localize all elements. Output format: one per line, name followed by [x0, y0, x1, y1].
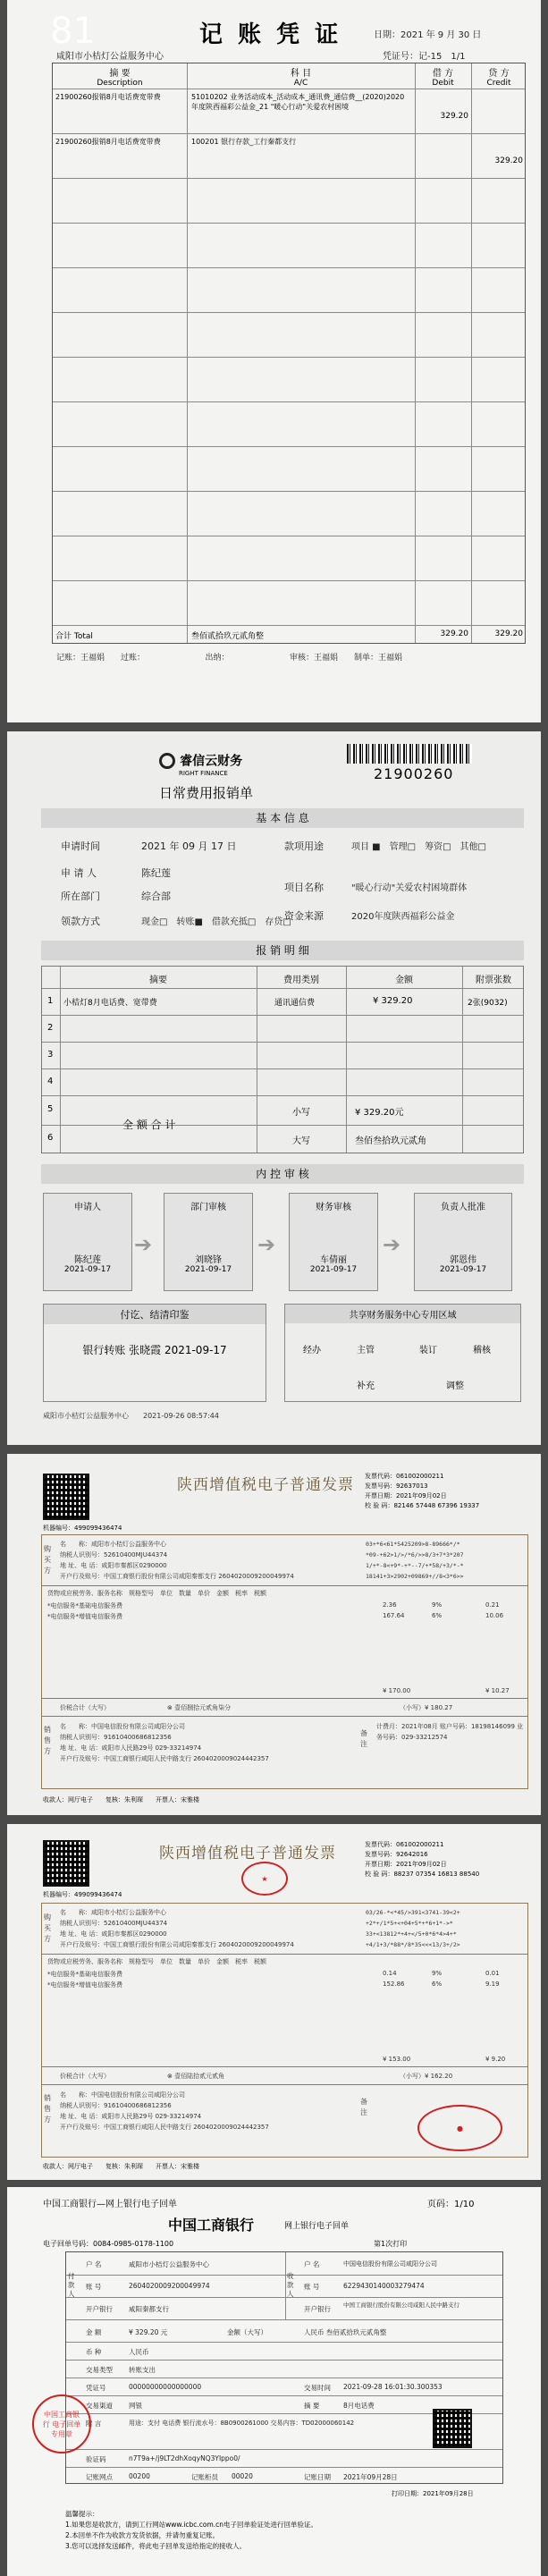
invoice-footer: 收款人：网厅电子 复核：朱利琛 开票人：宋雅楼 [43, 1796, 199, 1803]
th-amount: 金额 [395, 976, 413, 985]
brand-icon [159, 753, 175, 769]
page-number: 81 [50, 11, 96, 52]
fund: 2020年度陕西福彩公益金 [351, 912, 455, 922]
sum-tax: ¥ 9.20 [485, 2056, 506, 2063]
row-5-number: 5 [47, 1104, 54, 1114]
remark-label: 备注 [360, 2098, 367, 2116]
review-header: 内 控 审 核 [41, 1164, 524, 1184]
voucher-date: 日期：2021 年 9 月 30 日 [374, 30, 482, 40]
payee-label: 收款人 [287, 2272, 294, 2298]
expense-report [7, 731, 541, 1445]
item-header: 货物或应税劳务、服务名称 规格型号 单位 数量 单价 金额 税率 税额 [47, 1958, 266, 1965]
table-row: 3 [47, 1050, 54, 1060]
th-attachments: 附票张数 [476, 976, 511, 985]
col-account-header: 科 目 A/C [290, 69, 312, 88]
detail-table: 摘要 费用类别 金额 附票张数 1 小桔灯8月电话费、宽带费 通讯通信费 ¥ 329.20 2张(9032) 2 3 4 5 6 全 额 合 计 小写 ¥ 329.20元 大写 叁佰叁拾玖元贰角 [41, 966, 524, 1153]
invoice-title: 陕西增值税电子普通发票 [177, 1476, 354, 1494]
voucher-number: 凭证号：记-15 1/1 [383, 52, 466, 62]
apply-date: 2021 年 09 月 17 日 [141, 840, 237, 852]
expense-footer: 咸阳市小桔灯公益服务中心 2021-09-26 08:57:44 [43, 1412, 219, 1420]
machine-number: 机器编号：499099436474 [43, 1524, 122, 1532]
flow-step: 负责人批准 郭恩伟 2021-09-17 [414, 1193, 512, 1291]
cipher-area: 03/26-*<*45/>391<3741-39<2+ +2*+/1*5+<+04+5*+*6+1*->* 33+<13812*+4+</5+0*6*4>4+* +4/1+3/*88*/8*35<<<13/3+/2> [366, 1909, 460, 1948]
invoice-2 [7, 1824, 541, 2180]
buyer-label: 购买方 [44, 1913, 51, 1943]
invoice-1 [7, 1454, 541, 1815]
seller-label: 销售方 [44, 2094, 51, 2124]
col-credit-header: 贷 方 Credit [486, 69, 511, 88]
flow-step: 财务审核 车倩丽 2021-09-17 [289, 1193, 378, 1291]
applicant-label: 申 请 人 [61, 867, 97, 879]
item-header: 货物或应税劳务、服务名称 规格型号 单位 数量 单价 金额 税率 税额 [47, 1590, 266, 1597]
th-type: 费用类别 [283, 976, 319, 985]
purpose-options: 项目 ■ 管理□ 筹资□ 其他□ [351, 842, 486, 852]
invoice-meta: 发票代码：061002000211 发票号码：92637013 开票日期：2021年09月02日 校 验 码：82146 57448 67396 19337 [365, 1473, 480, 1509]
sum-amount: ¥ 153.00 [383, 2056, 411, 2063]
invoice-title: 陕西增值税电子普通发票 [159, 1845, 336, 1862]
slip-number: 电子回单号码：0084-0985-0178-1100 [43, 2240, 174, 2248]
voucher-row: 21900260报销8月电话费宽带费 51010202 业务活动成本_活动成本_通讯费_通信费__(2020)2020年度陕西福彩公益金_21 "暖心行动"关爱农村困境 329.20 [55, 93, 468, 121]
buyer-info: 名 称：咸阳市小桔灯公益服务中心 纳税人识别号：52610400MJU44374 地 址、电 话：咸阳市秦都区0290000 开户行及账号：中国工商银行股份有限公司咸阳秦都支行 2604020009200049974 [60, 1541, 294, 1580]
notes: 温馨提示： 1.如果您是收款方，请到工行网站www.icbc.com.cn电子回单验证处进行回单验证。 2.本回单不作为收款方发货依据，并请勿重复记账。 3.您可以选择发送邮件，将此电子回单发送给指定的接收人。 [65, 2510, 318, 2550]
total-small: （小写）¥ 162.20 [400, 2073, 453, 2080]
table-row: *电信服务*基础电信服务费 0.14 9% 0.01 [47, 1970, 500, 1978]
applicant: 陈纪莲 [141, 867, 171, 879]
arrow-icon: ➔ [134, 1232, 153, 1257]
expense-title: 日常费用报销单 [159, 785, 254, 801]
row-6-number: 6 [47, 1133, 54, 1143]
pay-options: 现金□ 转账■ 借款充抵□ 存贷□ [141, 917, 291, 927]
print-date: 打印日期：2021年09月28日 [392, 2490, 474, 2497]
bank-name: 中国工商银行 [168, 2217, 255, 2234]
voucher-footer: 记账：王福娟 过账： 出纳： 审核：王福娟 制单：王福娟 [56, 654, 403, 663]
seller-info: 名 称：中国电信股份有限公司咸阳分公司 纳税人识别号：91610400686812356 地 址、电 话：咸阳市人民路29号 029-33214974 开户行及账号：中国工商银行咸阳人民中路支行 2604020009024442357 [60, 1723, 269, 1762]
table-row: 4 [47, 1077, 54, 1086]
table-row: *电信服务*基础电信服务费 2.36 9% 0.21 [47, 1601, 500, 1609]
apply-date-label: 申请时间 [61, 840, 100, 852]
total-label: 全 额 合 计 [122, 1119, 176, 1131]
dept-label: 所在部门 [61, 891, 100, 902]
tax-seal-icon: ★ [241, 1862, 288, 1896]
total-label: 价税合计（大写） [60, 1704, 110, 1711]
invoice-meta: 发票代码：061002000211 发票号码：92642016 开票日期：2021年09月02日 校 验 码：88237 07354 16813 88540 [365, 1841, 480, 1878]
big-label: 大写 [292, 1136, 310, 1146]
col-summary-header: 摘 要 Description [97, 69, 143, 88]
arrow-icon: ➔ [383, 1232, 401, 1257]
table-row: *电信服务*增值电信服务费 152.86 6% 9.19 [47, 1981, 500, 1989]
barcode [347, 744, 472, 764]
accounting-voucher [7, 0, 541, 722]
total-label: 价税合计（大写） [60, 2073, 110, 2080]
buyer-info: 名 称：咸阳市小桔灯公益服务中心 纳税人识别号：52610400MJU44374 地 址、电 话：咸阳市秦都区0290000 开户行及账号：中国工商银行股份有限公司咸阳秦都支行 2604020009200049974 [60, 1909, 294, 1948]
remark: 计费月：2021年08月 账户号码：18198146099 业务号码：029-33212574 [376, 1723, 524, 1741]
small-label: 小写 [292, 1108, 310, 1118]
voucher-row: 21900260报销8月电话费宽带费 100201 银行存款_工行秦都支行 329.20 [55, 138, 523, 165]
flow-step: 部门审核 刘晓锋 2021-09-17 [164, 1193, 253, 1291]
dept: 综合部 [141, 891, 171, 902]
seller-info: 名 称：中国电信股份有限公司咸阳分公司 纳税人识别号：91610400686812356 地 址、电 话：咸阳市人民路29号 029-33214974 开户行及账号：中国工商银行咸阳人民中路支行 2604020009024442357 [60, 2091, 269, 2131]
flow-step: 申请人 陈纪莲 2021-09-17 [43, 1193, 132, 1291]
brand-logo: 睿信云财务 RIGHT FINANCE [159, 751, 242, 777]
pay-label: 领款方式 [61, 916, 100, 927]
project-label: 项目名称 [284, 882, 324, 893]
voucher-org: 咸阳市小桔灯公益服务中心 [56, 52, 164, 62]
invoice-table [41, 1903, 528, 2158]
th-summary: 摘要 [149, 976, 167, 985]
barcode-number: 21900260 [374, 765, 454, 782]
big-amount: 叁佰叁拾玖元贰角 [355, 1136, 426, 1146]
col-debit-header: 借 方 Debit [432, 69, 454, 88]
qr-code-icon [433, 2409, 472, 2448]
bank-table: 付款人 收款人 户 名 咸阳市小桔灯公益服务中心 账 号 2604020009200049974 开户银行 咸阳秦都支行 户 名 中国电信股份有限公司咸阳分公司 账 号 6229430140003279474 开户银行 中国工商银行股份有限公司咸阳人民中路支行 金 额 ¥ 329.20 元 金额（大写） 人民币 叁佰贰拾玖元贰角整 币 种 人民币 交易类型 转账支出 凭证号 00000000000000000 交易时间 2021-09-28 16:01:30.300353 交易渠道 网银 摘 要 8月电话费 附 言 用途：支付 电话费 银行流水号：8B0900261000 交易内容：TD02000060142 验证码 n7T9a+/j9LT2dhXoqyNQ3YIppo0/ 记账网点 00200 记账柜员 00020 记账日期 2021年09月28日 [65, 2251, 503, 2484]
remark-label: 备注 [360, 1729, 367, 1748]
sum-amount: ¥ 170.00 [383, 1687, 411, 1694]
print-count: 第1次打印 [374, 2240, 408, 2248]
bank-receipt [7, 2187, 541, 2576]
seller-label: 销售方 [44, 1726, 51, 1755]
qr-code-icon [43, 1474, 89, 1520]
total-small: （小写）¥ 180.27 [400, 1704, 453, 1711]
voucher-total-row: 合计 Total 叁佰贰拾玖元贰角整 329.20 329.20 [55, 629, 523, 641]
total-big: ⊗ 壹佰捌拾元贰角柒分 [167, 1704, 232, 1711]
table-row: 2 [47, 1023, 54, 1033]
purpose-label: 款项用途 [284, 840, 324, 852]
total-big: ⊗ 壹佰陆拾贰元贰角 [167, 2073, 225, 2080]
invoice-seal-icon: ● [417, 2105, 502, 2151]
voucher-title: 记 账 凭 证 [199, 21, 342, 48]
sum-tax: ¥ 10.27 [485, 1687, 510, 1694]
small-amount: ¥ 329.20元 [355, 1108, 404, 1118]
table-row: *电信服务*增值电信服务费 167.64 6% 10.06 [47, 1612, 504, 1620]
pay-sign-box: 付讫、结清印鉴 银行转账 张晓霞 2021-09-17 [43, 1304, 266, 1402]
invoice-footer: 收款人：网厅电子 复核：朱利琛 开票人：宋雅楼 [43, 2163, 199, 2170]
bank-seal-icon: 中国工商银行 电子回单 专用章 [32, 2394, 91, 2454]
project: "暖心行动"关爱农村困境群体 [351, 883, 468, 893]
share-center-box: 共享财务服务中心专用区域 经办 主管 装订 稽核 补充 调整 [284, 1304, 521, 1402]
payer-label: 付款人 [68, 2272, 75, 2298]
bank-header-left: 中国工商银行—网上银行电子回单 [43, 2200, 177, 2209]
buyer-label: 购买方 [44, 1545, 51, 1575]
cipher-area: 03+*6<61*5425209>8-89666*/* *09-+62>1/>/*6/>>8/3+7*3*207 1/+*-8<+9*-+*--7/+*58/+3/*-* 18141+3>2902+09869+//8<3*6>> [366, 1541, 464, 1580]
fund-label: 资金来源 [284, 910, 324, 922]
invoice-table [41, 1534, 528, 1789]
bank-header-right: 页码：1/10 [427, 2200, 475, 2209]
qr-code-icon [43, 1840, 89, 1887]
basic-info-header: 基 本 信 息 [41, 808, 524, 828]
arrow-icon: ➔ [257, 1232, 276, 1257]
detail-header: 报 销 明 细 [41, 941, 524, 960]
voucher-table [52, 63, 526, 644]
slip-title: 网上银行电子回单 [284, 2222, 350, 2231]
machine-number: 机器编号：499099436474 [43, 1891, 122, 1898]
